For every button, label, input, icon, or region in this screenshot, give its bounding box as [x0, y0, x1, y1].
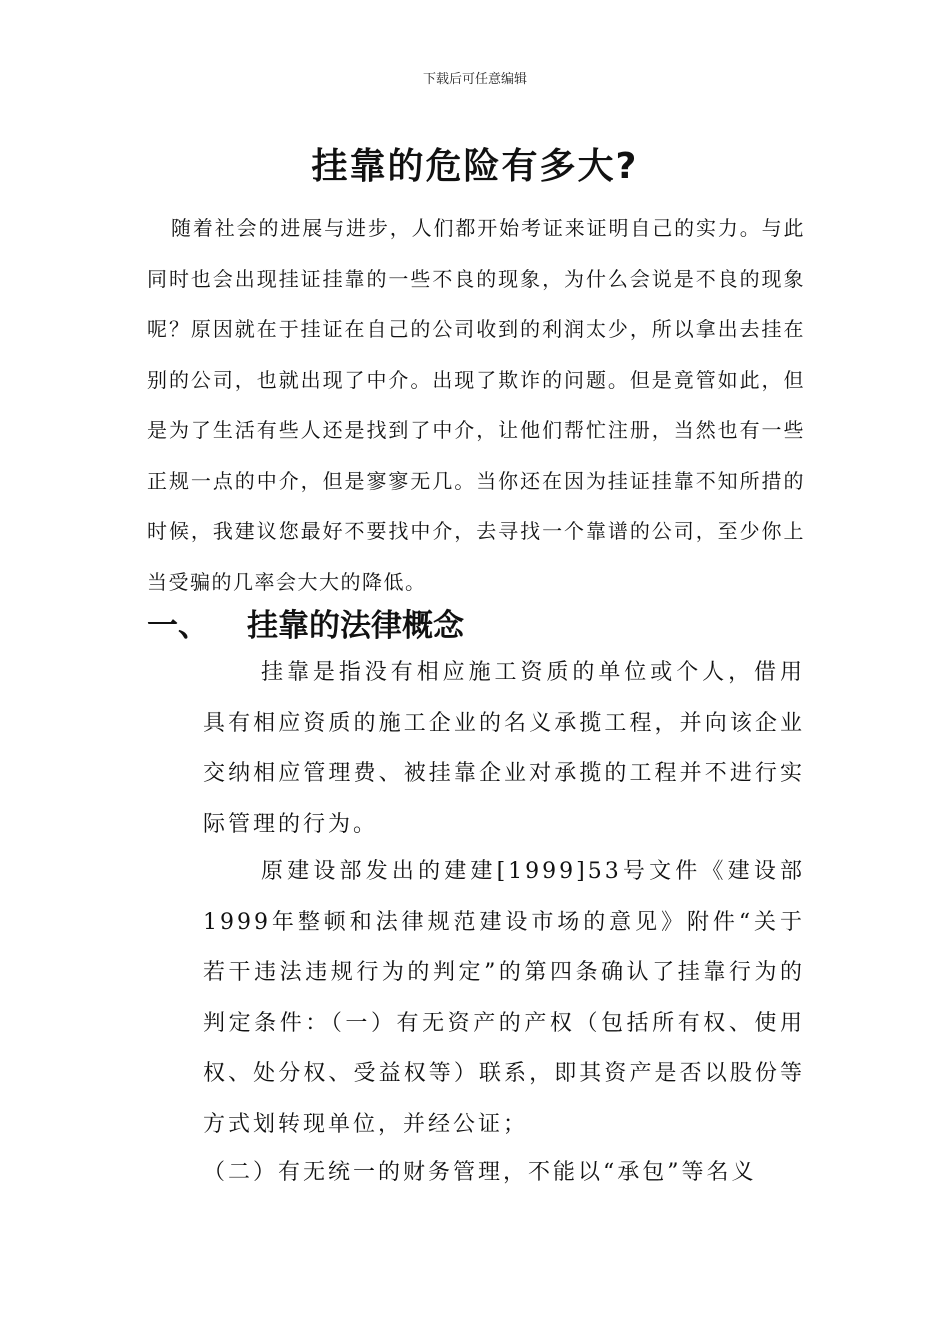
section-heading-text: 挂靠的法律概念 [247, 608, 464, 644]
section-paragraph-criteria-2: （二）有无统一的财务管理，不能以“承包”等名义 [203, 1160, 757, 1185]
section-paragraph-regulation: 原建设部发出的建建[1999]53号文件《建设部1999年整顿和法律规范建设市场的意见》附件“关于若干违法违规行为的判定”的第四条确认了挂靠行为的判定条件：（一）有无资产的产权（包括所有权、使用权、处分权、受益权等）联系，即其资产是否以股份等方式划转现单位，并经公证； [203, 859, 805, 1137]
document-title: 挂靠的危险有多大? [311, 146, 639, 187]
section-heading [147, 600, 807, 645]
header-note: 下载后可任意编辑 [422, 72, 527, 87]
section-number: 一、 [147, 608, 209, 644]
section-paragraph-definition: 挂靠是指没有相应施工资质的单位或个人，借用具有相应资质的施工企业的名义承揽工程，并向该企业交纳相应管理费、被挂靠企业对承揽的工程并不进行实际管理的行为。 [203, 660, 805, 837]
intro-paragraph: 随着社会的进展与进步，人们都开始考证来证明自己的实力。与此同时也会出现挂证挂靠的一些不良的现象，为什么会说是不良的现象呢？原因就在于挂证在自己的公司收到的利润太少，所以拿出去挂在别的公司，也就出现了中介。出现了欺诈的问题。但是竟管如此，但是为了生活有些人还是找到了中介，让他们帮忙注册，当然也有一些正规一点的中介，但是寥寥无几。当你还在因为挂证挂靠不知所措的时候，我建议您最好不要找中介，去寻找一个靠谱的公司，至少你上当受骗的几率会大大的降低。 [147, 216, 805, 594]
